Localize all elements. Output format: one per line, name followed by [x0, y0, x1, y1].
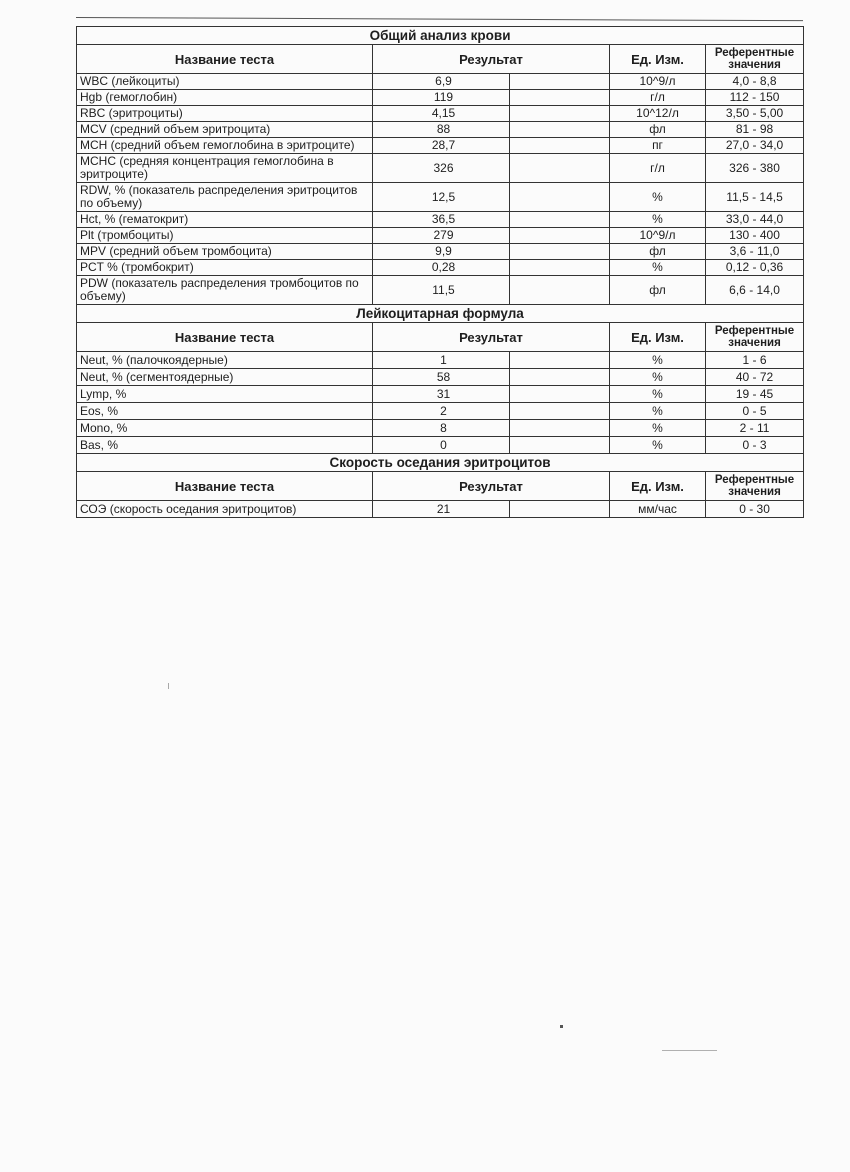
table-row	[77, 260, 804, 276]
table-row	[77, 403, 804, 420]
reference-cell: 33,0 - 44,0	[706, 212, 804, 228]
unit-cell: фл	[610, 122, 706, 138]
result-cell: 12,5	[373, 183, 510, 212]
result-extra-cell	[510, 90, 610, 106]
result-extra-cell	[510, 260, 610, 276]
result-cell: 279	[373, 228, 510, 244]
result-cell: 119	[373, 90, 510, 106]
unit-cell: 10^9/л	[610, 74, 706, 90]
test-name-cell: RBC (эритроциты)	[77, 106, 373, 122]
table-row	[77, 352, 804, 369]
table-row	[77, 183, 804, 212]
reference-cell: 0 - 5	[706, 403, 804, 420]
result-cell: 9,9	[373, 244, 510, 260]
result-extra-cell	[510, 386, 610, 403]
section-title: Скорость оседания эритроцитов	[77, 454, 804, 472]
result-extra-cell	[510, 403, 610, 420]
result-extra-cell	[510, 122, 610, 138]
result-cell: 11,5	[373, 276, 510, 305]
test-name-cell: RDW, % (показатель распределения эритроцитов по объему)	[77, 183, 373, 212]
unit-cell: г/л	[610, 154, 706, 183]
table-row	[77, 122, 804, 138]
result-cell: 1	[373, 352, 510, 369]
test-name-cell: Eos, %	[77, 403, 373, 420]
reference-cell: 40 - 72	[706, 369, 804, 386]
section-title: Лейкоцитарная формула	[77, 305, 804, 323]
reference-cell: 0 - 30	[706, 501, 804, 518]
result-extra-cell	[510, 154, 610, 183]
unit-cell: %	[610, 420, 706, 437]
result-cell: 4,15	[373, 106, 510, 122]
scan-speck	[560, 1025, 563, 1028]
result-extra-cell	[510, 106, 610, 122]
result-cell: 21	[373, 501, 510, 518]
section-title-row	[77, 454, 804, 472]
test-name-cell: Plt (тромбоциты)	[77, 228, 373, 244]
result-cell: 2	[373, 403, 510, 420]
unit-cell: пг	[610, 138, 706, 154]
result-cell: 28,7	[373, 138, 510, 154]
test-name-cell: Hct, % (гематокрит)	[77, 212, 373, 228]
table-row	[77, 74, 804, 90]
reference-cell: 4,0 - 8,8	[706, 74, 804, 90]
table-row	[77, 437, 804, 454]
section-title-row	[77, 27, 804, 45]
test-name-cell: WBC (лейкоциты)	[77, 74, 373, 90]
section-title-row	[77, 305, 804, 323]
unit-cell: %	[610, 260, 706, 276]
table-row	[77, 228, 804, 244]
reference-cell: 3,50 - 5,00	[706, 106, 804, 122]
result-extra-cell	[510, 276, 610, 305]
test-name-cell: Lymp, %	[77, 386, 373, 403]
header-reference: Референтные значения	[706, 472, 804, 501]
unit-cell: %	[610, 386, 706, 403]
result-cell: 36,5	[373, 212, 510, 228]
reference-cell: 1 - 6	[706, 352, 804, 369]
reference-cell: 326 - 380	[706, 154, 804, 183]
test-name-cell: Neut, % (палочкоядерные)	[77, 352, 373, 369]
reference-cell: 6,6 - 14,0	[706, 276, 804, 305]
result-cell: 58	[373, 369, 510, 386]
test-name-cell: СОЭ (скорость оседания эритроцитов)	[77, 501, 373, 518]
result-extra-cell	[510, 244, 610, 260]
result-cell: 88	[373, 122, 510, 138]
reference-cell: 27,0 - 34,0	[706, 138, 804, 154]
result-cell: 31	[373, 386, 510, 403]
scan-speck	[168, 683, 169, 689]
reference-cell: 0,12 - 0,36	[706, 260, 804, 276]
reference-cell: 130 - 400	[706, 228, 804, 244]
header-test-name: Название теста	[77, 45, 373, 74]
unit-cell: мм/час	[610, 501, 706, 518]
test-name-cell: MCH (средний объем гемоглобина в эритроците)	[77, 138, 373, 154]
reference-cell: 81 - 98	[706, 122, 804, 138]
table-row	[77, 501, 804, 518]
test-name-cell: PCT % (тромбокрит)	[77, 260, 373, 276]
table-row	[77, 369, 804, 386]
section-title: Общий анализ крови	[77, 27, 804, 45]
unit-cell: %	[610, 437, 706, 454]
header-result: Результат	[373, 472, 610, 501]
top-border-line	[76, 17, 803, 21]
reference-cell: 11,5 - 14,5	[706, 183, 804, 212]
result-extra-cell	[510, 228, 610, 244]
header-unit: Ед. Изм.	[610, 472, 706, 501]
reference-cell: 19 - 45	[706, 386, 804, 403]
result-cell: 326	[373, 154, 510, 183]
unit-cell: %	[610, 352, 706, 369]
reference-cell: 3,6 - 11,0	[706, 244, 804, 260]
result-extra-cell	[510, 501, 610, 518]
reference-cell: 112 - 150	[706, 90, 804, 106]
column-header-row	[77, 45, 804, 74]
result-cell: 8	[373, 420, 510, 437]
result-extra-cell	[510, 420, 610, 437]
header-unit: Ед. Изм.	[610, 323, 706, 352]
header-unit: Ед. Изм.	[610, 45, 706, 74]
unit-cell: фл	[610, 276, 706, 305]
result-extra-cell	[510, 212, 610, 228]
result-cell: 0	[373, 437, 510, 454]
reference-cell: 0 - 3	[706, 437, 804, 454]
unit-cell: %	[610, 212, 706, 228]
table-row	[77, 212, 804, 228]
table-row	[77, 106, 804, 122]
table-row	[77, 90, 804, 106]
test-name-cell: Bas, %	[77, 437, 373, 454]
header-test-name: Название теста	[77, 323, 373, 352]
column-header-row	[77, 323, 804, 352]
unit-cell: фл	[610, 244, 706, 260]
blood-test-table	[76, 26, 804, 518]
column-header-row	[77, 472, 804, 501]
test-name-cell: Hgb (гемоглобин)	[77, 90, 373, 106]
result-cell: 6,9	[373, 74, 510, 90]
result-cell: 0,28	[373, 260, 510, 276]
header-result: Результат	[373, 45, 610, 74]
result-extra-cell	[510, 437, 610, 454]
test-name-cell: PDW (показатель распределения тромбоцитов по объему)	[77, 276, 373, 305]
header-reference: Референтные значения	[706, 323, 804, 352]
scan-dash	[662, 1050, 717, 1051]
header-result: Результат	[373, 323, 610, 352]
unit-cell: 10^9/л	[610, 228, 706, 244]
result-extra-cell	[510, 138, 610, 154]
unit-cell: %	[610, 403, 706, 420]
reference-cell: 2 - 11	[706, 420, 804, 437]
result-extra-cell	[510, 352, 610, 369]
table-row	[77, 276, 804, 305]
unit-cell: г/л	[610, 90, 706, 106]
header-reference: Референтные значения	[706, 45, 804, 74]
unit-cell: %	[610, 369, 706, 386]
unit-cell: 10^12/л	[610, 106, 706, 122]
test-name-cell: MCHC (средняя концентрация гемоглобина в эритроците)	[77, 154, 373, 183]
result-extra-cell	[510, 74, 610, 90]
table-row	[77, 244, 804, 260]
test-name-cell: Neut, % (сегментоядерные)	[77, 369, 373, 386]
table-row	[77, 420, 804, 437]
header-test-name: Название теста	[77, 472, 373, 501]
result-extra-cell	[510, 369, 610, 386]
result-extra-cell	[510, 183, 610, 212]
unit-cell: %	[610, 183, 706, 212]
table-row	[77, 154, 804, 183]
table-row	[77, 138, 804, 154]
test-name-cell: MPV (средний объем тромбоцита)	[77, 244, 373, 260]
test-name-cell: Mono, %	[77, 420, 373, 437]
test-name-cell: MCV (средний объем эритроцита)	[77, 122, 373, 138]
table-row	[77, 386, 804, 403]
